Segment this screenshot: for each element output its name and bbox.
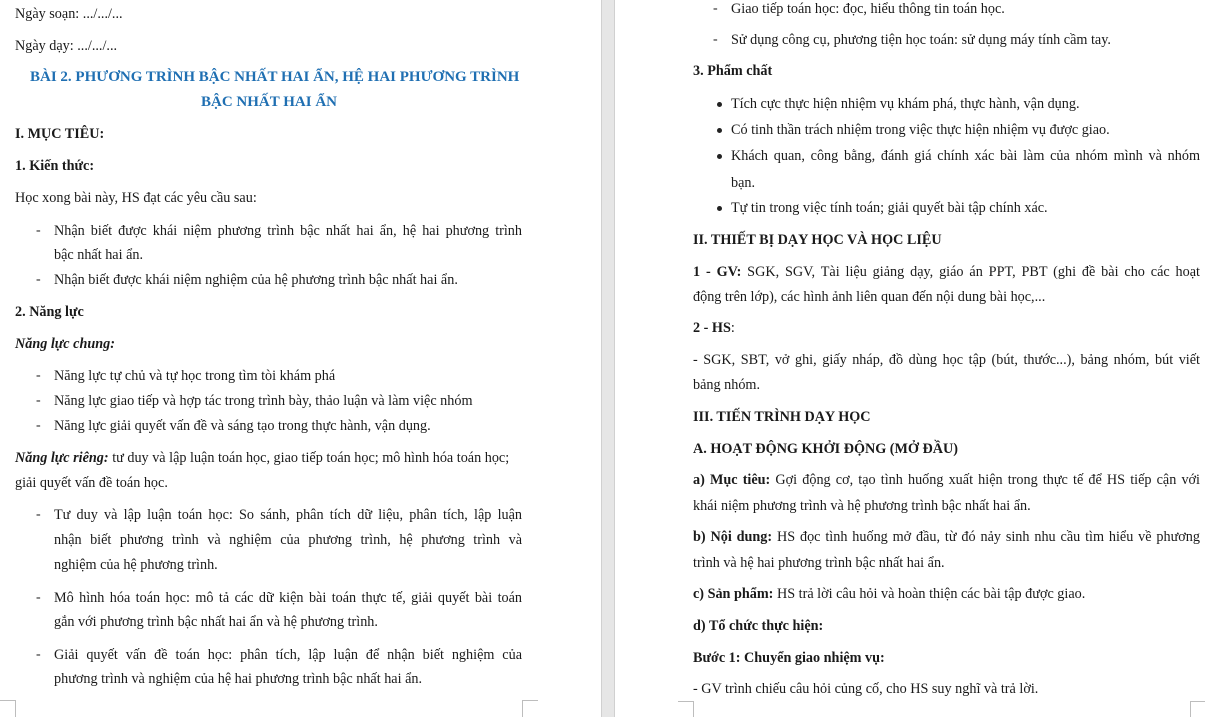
specific-item-1-line3: nghiệm của hệ phương trình. [54, 557, 218, 573]
objective-line2: khái niệm phương trình và hệ phương trình bậc nhất hai ẩn. [693, 498, 1031, 514]
student-heading [693, 319, 735, 337]
specific-item-1-line1: Tư duy và lập luận toán học: So sánh, phân tích dữ liệu, phân tích, lập luận [54, 507, 522, 523]
knowledge-intro: Học xong bài này, HS đạt các yêu cầu sau: [15, 190, 257, 206]
dash-bullet-icon: - [713, 1, 718, 16]
general-competence-item-3: Năng lực giải quyết vấn đề và sáng tạo trong thực hành, vận dụng. [54, 418, 431, 434]
specific-item-2-line1: Mô hình hóa toán học: mô tả các dữ kiện bài toán thực tế, giải quyết bài toán [54, 590, 522, 606]
dash-bullet-icon: - [36, 418, 41, 433]
activity-a-heading: A. HOẠT ĐỘNG KHỞI ĐỘNG (MỞ ĐẦU) [693, 441, 958, 457]
objective-text: Gợi động cơ, tạo tình huống xuất hiện trong thực tế để HS tiếp cận với [770, 472, 1201, 488]
page-margin-corner-mark [678, 701, 694, 717]
student-materials-line2: bảng nhóm. [693, 377, 760, 393]
competence-heading: 2. Năng lực [15, 304, 84, 320]
organization-heading: d) Tổ chức thực hiện: [693, 618, 824, 634]
product-text: HS trả lời câu hỏi và hoàn thiện các bài tập được giao. [773, 586, 1086, 602]
knowledge-heading: 1. Kiến thức: [15, 158, 95, 174]
continued-item-2: Sử dụng công cụ, phương tiện học toán: sử dụng máy tính cầm tay. [731, 32, 1111, 48]
general-competence-item-1: Năng lực tự chủ và tự học trong tìm tòi khám phá [54, 368, 336, 384]
specific-item-3-line1: Giải quyết vấn đề toán học: phân tích, lập luận để nhận biết nghiệm của [54, 647, 522, 663]
page-margin-corner-mark [0, 700, 16, 717]
knowledge-item-2: Nhận biết được khái niệm nghiệm của hệ phương trình bậc nhất hai ẩn. [54, 272, 458, 288]
bullet-dot-icon [717, 128, 722, 133]
specific-competence-text: tư duy và lập luận toán học, giao tiếp toán học; mô hình hóa toán học; [108, 450, 510, 466]
dash-bullet-icon: - [36, 507, 41, 522]
date-taught: Ngày dạy: .../.../... [15, 38, 118, 54]
continued-item-1: Giao tiếp toán học: đọc, hiểu thông tin toán học. [731, 1, 1005, 17]
date-prepared: Ngày soạn: .../.../... [15, 6, 123, 22]
dash-bullet-icon: - [36, 647, 41, 662]
student-label: 2 - HS [693, 320, 731, 336]
specific-competence-line2: giải quyết vấn đề toán học. [15, 475, 168, 491]
step1-heading: Bước 1: Chuyển giao nhiệm vụ: [693, 650, 885, 666]
product-line [693, 585, 1085, 603]
specific-item-1-line2: nhận biết phương trình và nghiệm của phương trình, hệ phương trình và [54, 532, 522, 548]
document-page-left[interactable] [0, 0, 601, 717]
objective-line1 [693, 471, 1200, 489]
knowledge-item-1-line2: bậc nhất hai ẩn. [54, 247, 144, 263]
teacher-materials-line2: động trên lớp), các hình ảnh liên quan đến nội dung bài học,... [693, 289, 1046, 305]
quality-item-3-line2: bạn. [731, 175, 756, 191]
product-label: c) Sản phẩm: [693, 586, 774, 602]
objective-label: a) Mục tiêu: [693, 472, 771, 488]
general-competence-item-2: Năng lực giao tiếp và hợp tác trong trình bày, thảo luận và làm việc nhóm [54, 393, 473, 409]
dash-bullet-icon: - [36, 223, 41, 238]
document-page-right[interactable] [615, 0, 1205, 717]
student-colon: : [730, 320, 735, 336]
dash-bullet-icon: - [36, 590, 41, 605]
knowledge-item-1-line1: Nhận biết được khái niệm phương trình bậc nhất hai ẩn, hệ hai phương trình [54, 223, 522, 239]
dash-bullet-icon: - [713, 32, 718, 47]
page-margin-corner-mark [1190, 701, 1205, 717]
quality-item-1: Tích cực thực hiện nhiệm vụ khám phá, thực hành, vận dụng. [731, 96, 1080, 112]
bullet-dot-icon [717, 206, 722, 211]
quality-item-3-line1: Khách quan, công bằng, đánh giá chính xác bài làm của nhóm mình và nhóm [731, 148, 1200, 164]
specific-competence-label: Năng lực riêng: [15, 450, 109, 466]
qualities-heading: 3. Phẩm chất [693, 63, 773, 79]
dash-bullet-icon: - [36, 272, 41, 287]
section-equipment-heading: II. THIẾT BỊ DẠY HỌC VÀ HỌC LIỆU [693, 232, 942, 248]
content-line1 [693, 528, 1200, 546]
dash-bullet-icon: - [36, 368, 41, 383]
teacher-label: 1 - GV: [693, 264, 742, 280]
lesson-title-line2: BẬC NHẤT HAI ẨN [201, 94, 337, 110]
bullet-dot-icon [717, 102, 722, 107]
quality-item-2: Có tinh thần trách nhiệm trong việc thực hiện nhiệm vụ được giao. [731, 122, 1110, 138]
page-gutter [601, 0, 615, 717]
content-text: HS đọc tình huống mở đầu, từ đó nảy sinh nhu cầu tìm hiểu về phương [772, 529, 1200, 545]
lesson-title-line1: BÀI 2. PHƯƠNG TRÌNH BẬC NHẤT HAI ẨN, HỆ HAI PHƯƠNG TRÌNH [30, 69, 520, 85]
specific-competence-line1 [15, 449, 509, 467]
specific-item-2-line2: gắn với phương trình bậc nhất hai ẩn và hệ phương trình. [54, 614, 378, 630]
content-line2: trình và hệ hai phương trình bậc nhất hai ẩn. [693, 555, 945, 571]
quality-item-4: Tự tin trong việc tính toán; giải quyết bài tập chính xác. [731, 200, 1048, 216]
bullet-dot-icon [717, 154, 722, 159]
student-materials-line1: - SGK, SBT, vở ghi, giấy nháp, đồ dùng học tập (bút, thước...), bảng nhóm, bút viết [693, 352, 1200, 368]
teacher-materials-line1 [693, 263, 1200, 281]
section-process-heading: III. TIẾN TRÌNH DẠY HỌC [693, 409, 871, 425]
section-objectives-heading: I. MỤC TIÊU: [15, 126, 105, 142]
page-margin-corner-mark [522, 700, 538, 717]
specific-item-3-line2: phương trình và nghiệm của hệ hai phương trình bậc nhất hai ẩn. [54, 671, 423, 687]
dash-bullet-icon: - [36, 393, 41, 408]
general-competence-label: Năng lực chung: [15, 336, 115, 352]
content-label: b) Nội dung: [693, 529, 773, 545]
step1-text: - GV trình chiếu câu hỏi củng cố, cho HS suy nghĩ và trả lời. [693, 681, 1039, 697]
teacher-materials-text: SGK, SGV, Tài liệu giảng dạy, giáo án PPT, PBT (ghi đề bài cho các hoạt [741, 264, 1200, 280]
